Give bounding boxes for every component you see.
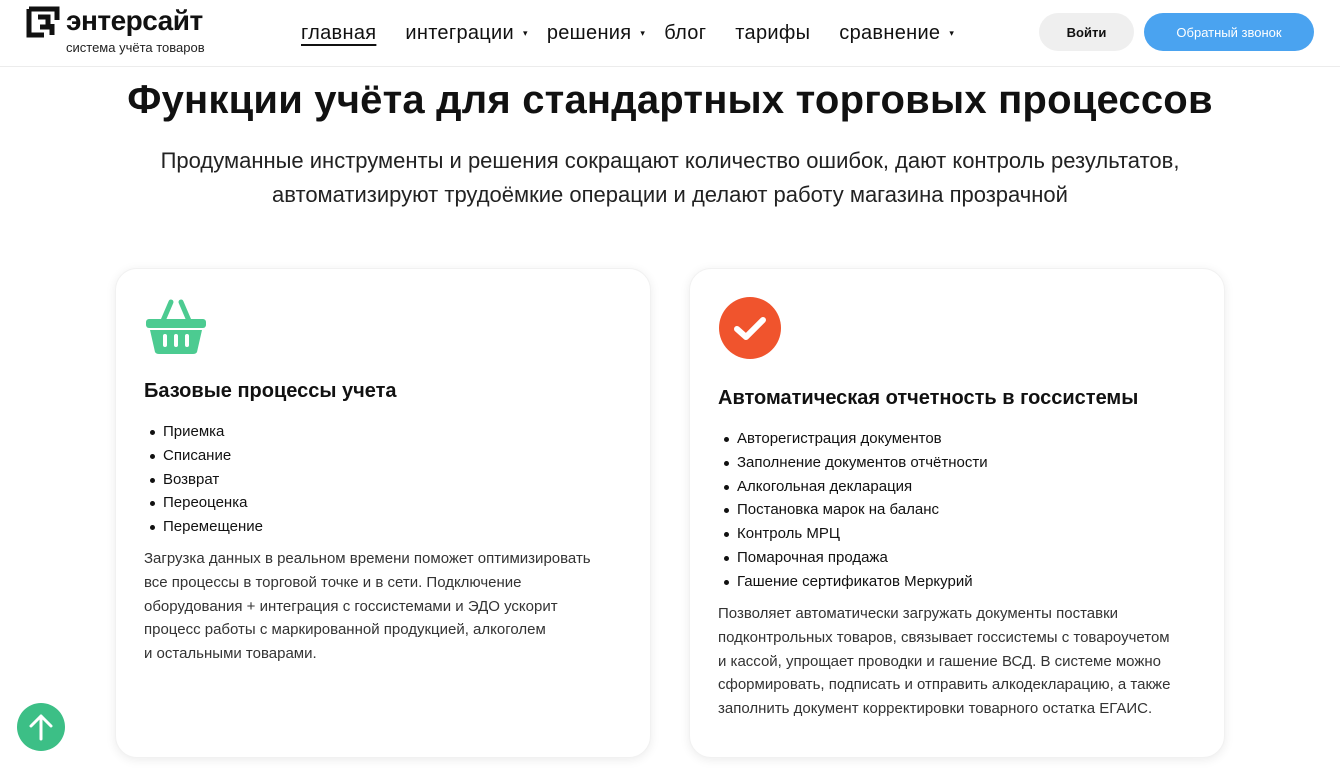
feature-card-auto-reporting	[689, 268, 1225, 758]
description-line: и кассой, упрощает проводки и гашение ВСД. В системе можно	[718, 652, 1162, 670]
check-circle-icon	[718, 296, 782, 360]
nav-item-solutions[interactable]	[547, 22, 645, 45]
description-line: оборудования + интеграция с госсистемами и ЭДО ускорит	[144, 597, 558, 615]
list-item: Контроль МРЦ	[724, 522, 988, 546]
logo-name: энтерсайт	[66, 5, 203, 36]
callback-button[interactable]: Обратный звонок	[1144, 13, 1314, 51]
page-subtitle	[120, 144, 1220, 212]
logo-tagline: система учёта товаров	[66, 40, 205, 55]
list-item: Перемещение	[150, 515, 263, 539]
subtitle-line: автоматизируют трудоёмкие операции и делают работу магазина прозрачной	[272, 182, 1068, 207]
card-description	[718, 602, 1198, 721]
description-line: сформировать, подписать и отправить алкодекларацию, а также	[718, 676, 1171, 694]
logo[interactable]	[26, 4, 226, 60]
list-item: Переоценка	[150, 491, 263, 515]
login-button[interactable]: Войти	[1039, 13, 1134, 51]
description-line: процесс работы с маркированной продукцией, алкоголем	[144, 621, 546, 639]
main-nav	[301, 18, 954, 48]
list-item: Списание	[150, 444, 263, 468]
page-title: Функции учёта для стандартных торговых процессов	[127, 78, 1213, 122]
description-line: Позволяет автоматически загружать документы поставки	[718, 605, 1119, 622]
nav-item-blog[interactable]	[664, 22, 706, 45]
description-line: все процессы в торговой точке и в сети. Подключение	[144, 573, 522, 591]
nav-label: блог	[664, 21, 707, 44]
card-description	[144, 547, 614, 666]
arrow-up-icon	[28, 712, 54, 742]
card-title: Базовые процессы учета	[144, 380, 397, 402]
nav-label: интеграции	[405, 21, 514, 44]
description-line: подконтрольных товаров, связывает госсистемы с товароучетом	[718, 628, 1170, 646]
nav-label: решения	[546, 21, 632, 44]
list-item: Авторегистрация документов	[724, 427, 988, 451]
description-line: и остальными товарами.	[144, 645, 317, 663]
list-item: Приемка	[150, 420, 263, 444]
card-feature-list	[724, 427, 988, 594]
nav-item-comparison[interactable]	[839, 22, 954, 45]
subtitle-line: Продуманные инструменты и решения сокращают количество ошибок, дают контроль результатов,	[160, 148, 1180, 173]
basket-icon	[144, 296, 208, 360]
chevron-down-icon: ▾	[949, 27, 955, 38]
list-item: Возврат	[150, 468, 263, 492]
nav-label: главная	[301, 21, 377, 44]
card-title: Автоматическая отчетность в госсистемы	[718, 387, 1139, 409]
site-header	[0, 0, 1340, 67]
description-line: заполнить документ корректировки товарного остатка ЕГАИС.	[718, 700, 1153, 718]
list-item: Алкогольная декларация	[724, 475, 988, 499]
chevron-down-icon: ▾	[640, 27, 646, 38]
nav-label: сравнение	[839, 21, 941, 44]
description-line: Загрузка данных в реальном времени поможет оптимизировать	[144, 550, 591, 567]
list-item: Гашение сертификатов Меркурий	[724, 570, 988, 594]
list-item: Помарочная продажа	[724, 546, 988, 570]
logo-mark-icon	[26, 6, 60, 38]
nav-label: тарифы	[735, 21, 811, 44]
nav-item-home[interactable]	[301, 22, 376, 45]
list-item: Заполнение документов отчётности	[724, 451, 988, 475]
scroll-to-top-button[interactable]	[17, 703, 65, 751]
feature-card-basic-processes	[115, 268, 651, 758]
chevron-down-icon: ▾	[523, 27, 528, 38]
card-feature-list	[150, 420, 263, 539]
nav-item-integrations[interactable]	[405, 22, 527, 45]
nav-item-pricing[interactable]	[735, 22, 810, 45]
list-item: Постановка марок на баланс	[724, 498, 988, 522]
